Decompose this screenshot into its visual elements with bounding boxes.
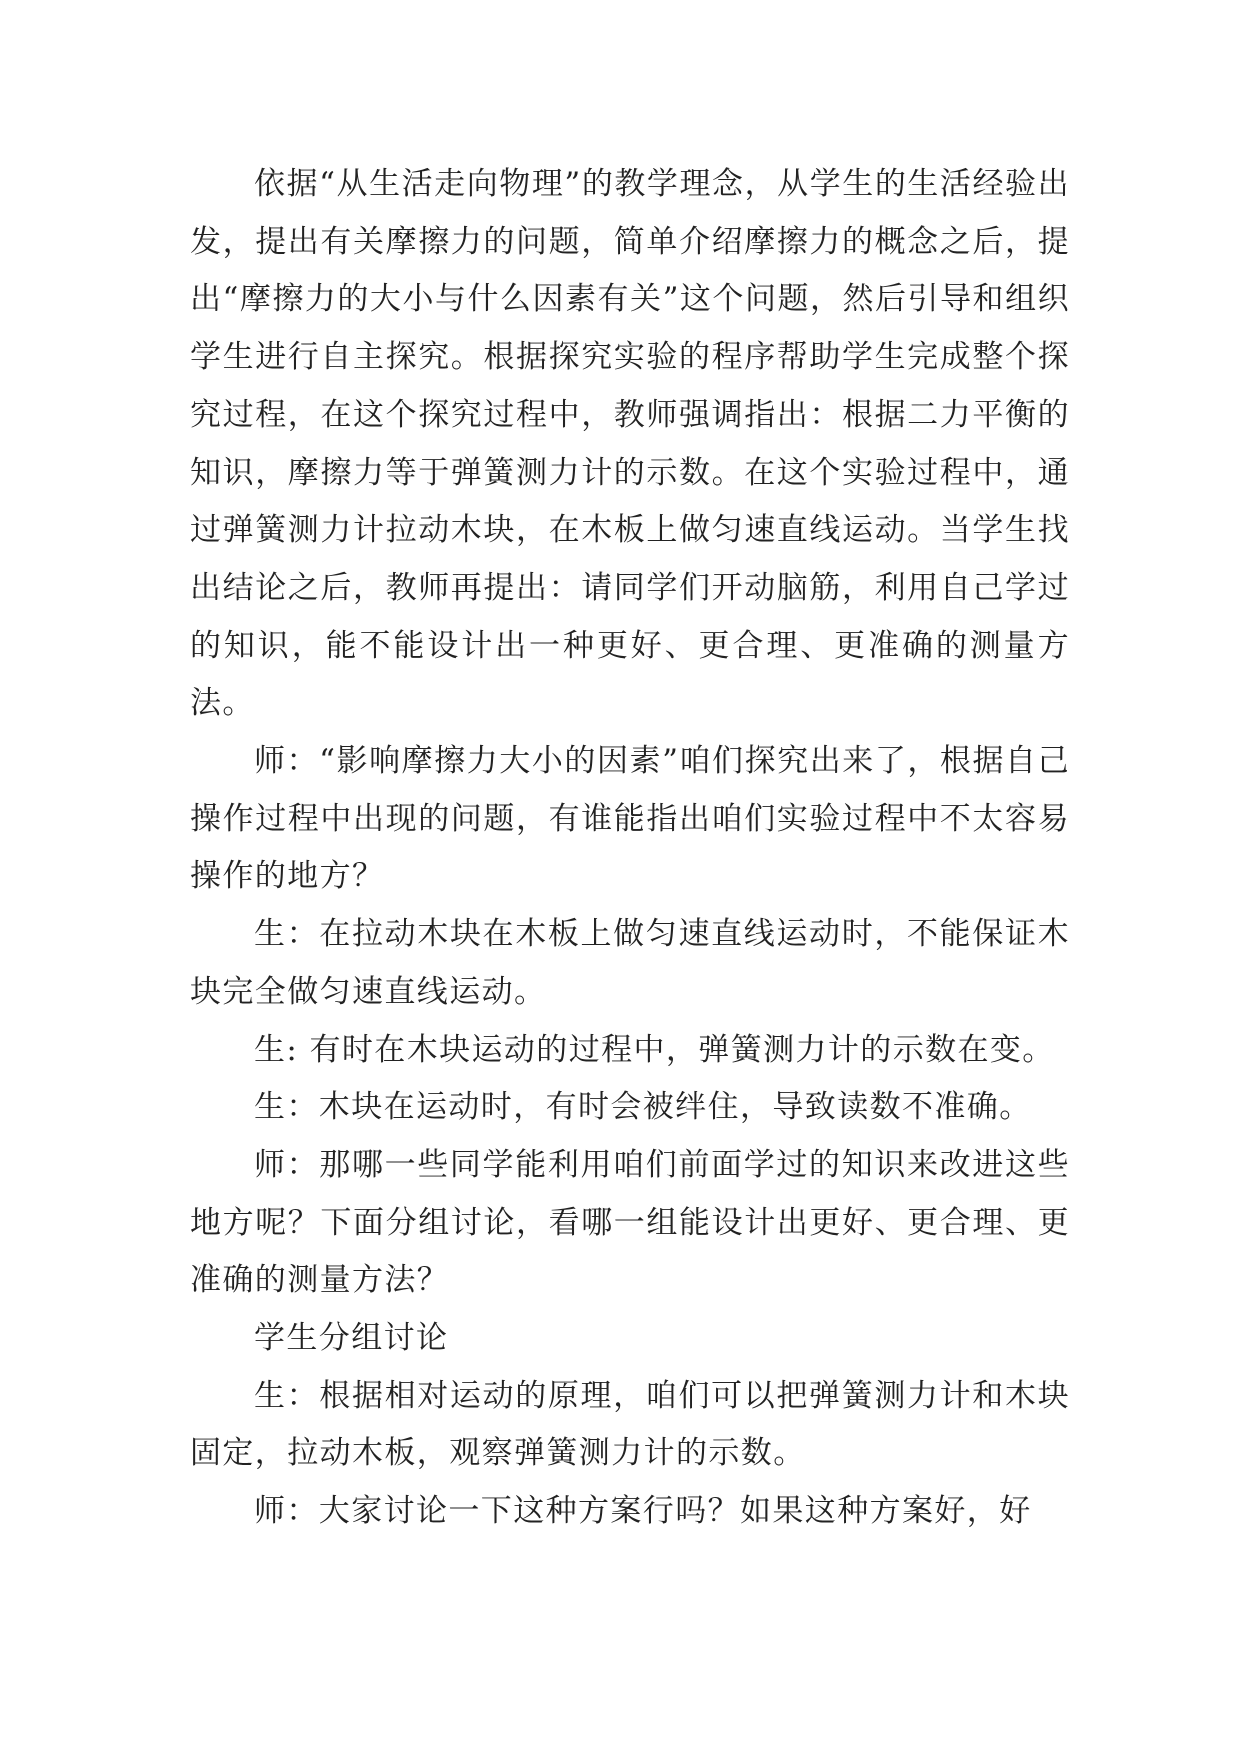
- paragraph-group-discussion: 学生分组讨论: [254, 1320, 449, 1357]
- paragraph-teaching-design: 依据“从生活走向物理”的教学理念，从学生的生活经验出发，提出有关摩擦力的问题，简单介绍摩擦力的概念之后，提出“摩擦力的大小与什么因素有关”这个问题，然后引导和组织学生进行自主探究。根据探究实验的程序帮助学生完成整个探究过程，在这个探究过程中，教师强调指出：根据二力平衡的知识，摩擦力等于弹簧测力计的示数。在这个实验过程中，通过弹簧测力计拉动木块，在木板上做匀速直线运动。当学生找出结论之后，教师再提出：请同学们开动脑筋，利用自己学过的知识，能不能设计出一种更好、更合理、更准确的测量方法。: [190, 166, 1070, 722]
- paragraph-student-answer-3: 生：木块在运动时，有时会被绊住，导致读数不准确。: [254, 1089, 1032, 1126]
- paragraph-teacher-followup: 师：大家讨论一下这种方案行吗？如果这种方案好，好: [254, 1493, 1032, 1530]
- paragraph-student-answer-2: 生: 有时在木块运动的过程中，弹簧测力计的示数在变。: [254, 1031, 1055, 1068]
- paragraph-teacher-prompt: 师：那哪一些同学能利用咱们前面学过的知识来改进这些地方呢？下面分组讨论，看哪一组能设计出更好、更合理、更准确的测量方法？: [190, 1146, 1070, 1299]
- paragraph-student-proposal: 生：根据相对运动的原理，咱们可以把弹簧测力计和木块固定，拉动木板，观察弹簧测力计的示数。: [190, 1377, 1070, 1472]
- paragraph-student-answer-1: 生：在拉动木块在木板上做匀速直线运动时，不能保证木块完全做匀速直线运动。: [190, 916, 1070, 1010]
- document-body: [190, 156, 1070, 1541]
- paragraph-teacher-question: 师：“影响摩擦力大小的因素”咱们探究出来了，根据自己操作过程中出现的问题，有谁能指出咱们实验过程中不太容易操作的地方？: [190, 743, 1070, 895]
